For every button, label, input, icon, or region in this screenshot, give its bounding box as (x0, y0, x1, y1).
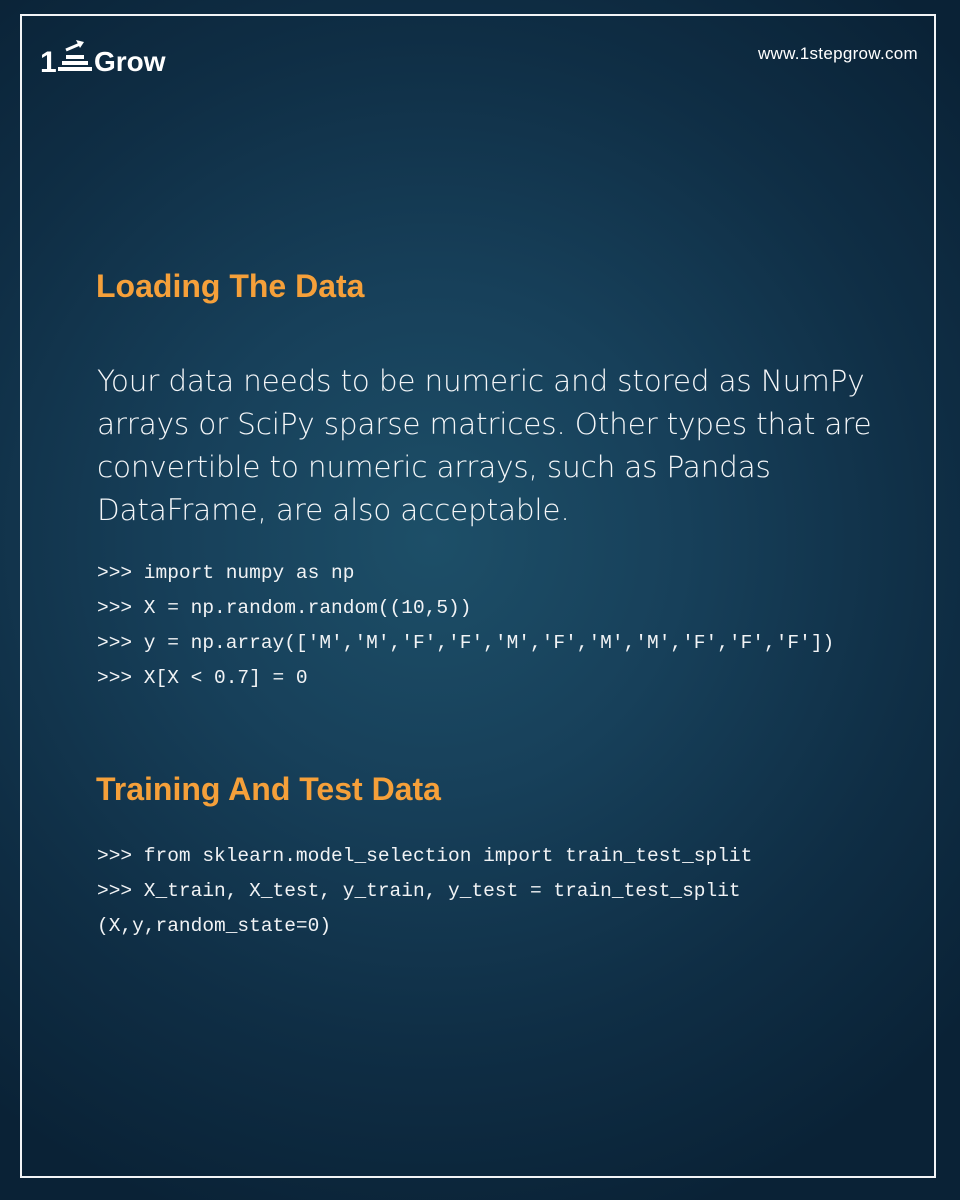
section-heading: Training And Test Data (96, 771, 441, 807)
website-url: www.1stepgrow.com (757, 44, 918, 63)
code-line: >>> y = np.array(['M','M','F','F','M','F','M','M','F','F','F']) (97, 632, 835, 654)
brand-logo (40, 38, 166, 78)
code-line: >>> from sklearn.model_selection import train_test_split (97, 845, 753, 867)
steps-arrow-icon (40, 38, 96, 78)
logo-digit: 1 (40, 46, 57, 78)
code-line: >>> X = np.random.random((10,5)) (97, 597, 472, 619)
code-line: >>> X[X < 0.7] = 0 (97, 667, 308, 689)
logo-text: Grow (94, 46, 166, 77)
code-line: >>> import numpy as np (97, 562, 355, 584)
section-heading: Loading The Data (96, 268, 365, 304)
section-paragraph: Your data needs to be numeric and stored as NumPy arrays or SciPy sparse matrices. Other types that are convertible to numeric arrays, such as Pandas DataFrame, are also acceptable. (97, 364, 872, 527)
code-line: (X,y,random_state=0) (97, 915, 332, 937)
code-block (97, 839, 752, 944)
code-line: >>> X_train, X_test, y_train, y_test = train_test_split (97, 880, 741, 902)
code-block (97, 556, 834, 696)
